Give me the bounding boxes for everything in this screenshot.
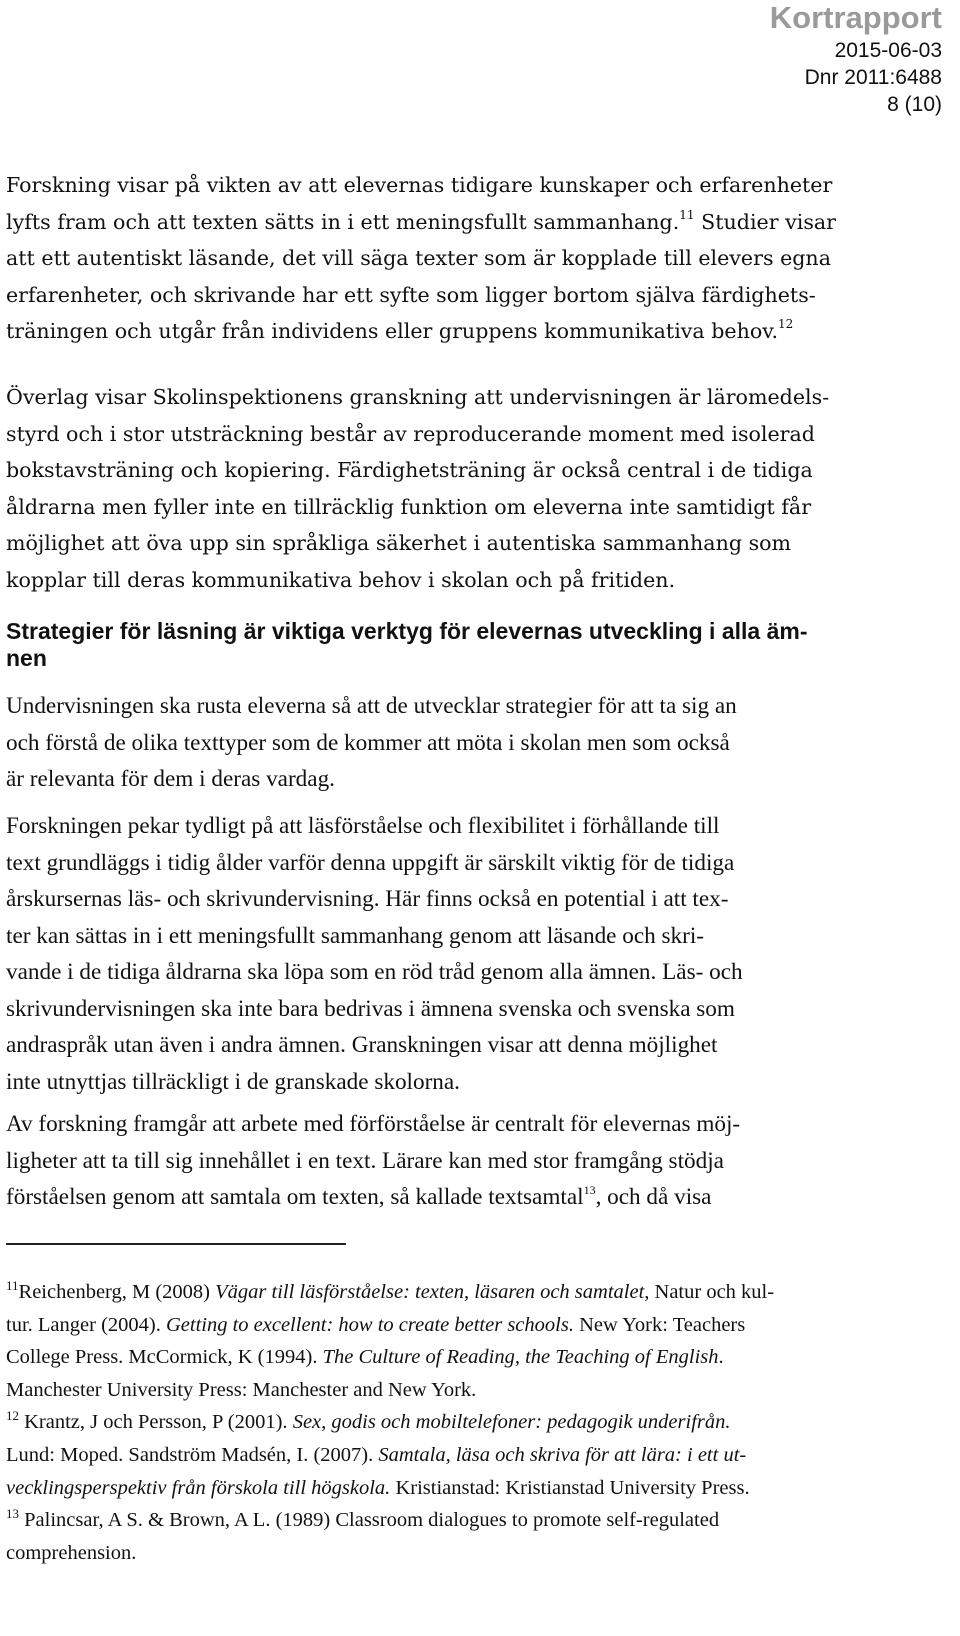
text-line: inte utnyttjas tillräckligt i de granskade skolorna. (6, 1068, 460, 1095)
paragraph-4 (6, 808, 956, 1100)
section-heading: Strategier för läsning är viktiga verktyg för elevernas utveckling i alla äm- nen (6, 618, 808, 671)
text-line: åldrarna men fyller inte en tillräcklig funktion om eleverna inte samtidigt får (6, 494, 812, 519)
paragraph-5 (6, 1106, 956, 1216)
footnote-13: $^{13}$ Palincsar, A S. & Brown, A L. (1989) Classroom dialogues to promote self-regulated (6, 1506, 720, 1532)
footnote-12: $^{12}$ Krantz, J och Persson, P (2001). Sex, godis och mobiltelefoner: pedagogik underifrån. (6, 1408, 731, 1434)
footnote-line: vecklingsperspektiv från förskola till högskola. Kristianstad: Kristianstad University Press. (6, 1476, 750, 1499)
text-line: kopplar till deras kommunikativa behov i skolan och på fritiden. (6, 567, 676, 592)
text-line: andraspråk utan även i andra ämnen. Granskningen visar att denna möjlighet (6, 1032, 718, 1058)
footnote-ref-11[interactable]: 11 (679, 207, 695, 222)
page-header (770, 2, 942, 118)
footnote-ref-13[interactable]: 13 (583, 1183, 596, 1197)
text-line: bokstavsträning och kopiering. Färdighetsträning är också central i de tidiga (6, 458, 813, 482)
text-line: styrd och i stor utsträckning består av reproducerande moment med isolerad (6, 421, 815, 446)
text-line: text grundläggs i tidig ålder varför denna uppgift är särskilt viktig för de tidiga (6, 849, 735, 876)
text-line: skrivundervisningen ska inte bara bedrivas i ämnena svenska och svenska som (6, 995, 735, 1022)
text-line: lyfts fram och att texten sätts in i ett meningsfullt sammanhang.$^{11}$ Studier visar (6, 207, 837, 234)
text-line: Forskningen pekar tydligt på att läsförståelse och flexibilitet i förhållande till (6, 813, 720, 839)
footnote-separator (6, 1243, 346, 1245)
text-line: möjlighet att öva upp sin språkliga säkerhet i autentiska sammanhang som (6, 531, 792, 555)
footnote-line: tur. Langer (2004). Getting to excellent: how to create better schools. New York: Teachers (6, 1313, 746, 1336)
text-line: förståelsen genom att samtala om texten, så kallade textsamtal$^{13}$, och då visa (6, 1183, 712, 1210)
text-line: årskursernas läs- och skrivundervisning. Här finns också en potential i att tex- (6, 886, 729, 912)
footnote-line: Lund: Moped. Sandström Madsén, I. (2007). Samtala, läsa och skriva för att lära: i ett ut- (6, 1443, 747, 1466)
footnote-line: Manchester University Press: Manchester and New York. (6, 1378, 477, 1401)
text-line: erfarenheter, och skrivande har ett syfte som ligger bortom själva färdighets- (6, 282, 816, 307)
report-title: Kortrapport (769, 0, 942, 35)
book-title: vecklingsperspektiv från förskola till högskola. (6, 1476, 391, 1499)
text-line: är relevanta för dem i deras vardag. (6, 766, 335, 792)
text-line: ligheter att ta till sig innehållet i en text. Lärare kan med stor framgång stödja (6, 1147, 724, 1174)
book-title: Samtala, läsa och skriva för att lära: i ett ut- (378, 1443, 747, 1466)
footnotes (6, 1276, 951, 1569)
paragraph-3 (6, 688, 956, 798)
footnote-line: comprehension. (6, 1541, 137, 1564)
page-number: 8 (10) (887, 93, 942, 116)
book-title: Sex, godis och mobiltelefoner: pedagogik underifrån. (292, 1411, 731, 1434)
text-line: vande i de tidiga åldrarna ska löpa som en röd tråd genom alla ämnen. Läs- och (6, 959, 743, 985)
report-date: 2015-06-03 (834, 39, 942, 62)
footnote-11: $^{11}$Reichenberg, M (2008) Vägar till läsförståelse: texten, läsaren och samtalet, Natur och kul- (6, 1278, 775, 1303)
text-line: Forskning visar på vikten av att elevernas tidigare kunskaper och erfarenheter (6, 173, 833, 197)
paragraph-2 (6, 379, 956, 598)
footnote-line: College Press. McCormick, K (1994). The Culture of Reading, the Teaching of English. (6, 1346, 724, 1369)
text-line: ter kan sättas in i ett meningsfullt sammanhang genom att läsande och skri- (6, 922, 705, 949)
report-dnr: Dnr 2011:6488 (804, 66, 942, 89)
book-title: Vägar till läsförståelse: texten, läsaren och samtalet (215, 1281, 645, 1303)
text-line: Överlag visar Skolinspektionens granskning att undervisningen är läromedels- (6, 385, 830, 409)
book-title: Getting to excellent: how to create better schools. (165, 1313, 574, 1336)
paragraph-1 (6, 167, 956, 350)
text-line: att ett autentiskt läsande, det vill säga texter som är kopplade till elevers egna (6, 246, 831, 270)
text-line: Av forskning framgår att arbete med förförståelse är centralt för elevernas möj- (6, 1111, 741, 1137)
text-line: och förstå de olika texttyper som de kommer att möta i skolan men som också (6, 729, 730, 756)
book-title: The Culture of Reading, the Teaching of English (322, 1346, 719, 1369)
footnote-ref-12[interactable]: 12 (778, 317, 794, 331)
text-line: träningen och utgår från individens eller gruppens kommunikativa behov.$^{12}$ (6, 317, 794, 343)
text-line: Undervisningen ska rusta eleverna så att de utvecklar strategier för att ta sig an (6, 693, 737, 719)
